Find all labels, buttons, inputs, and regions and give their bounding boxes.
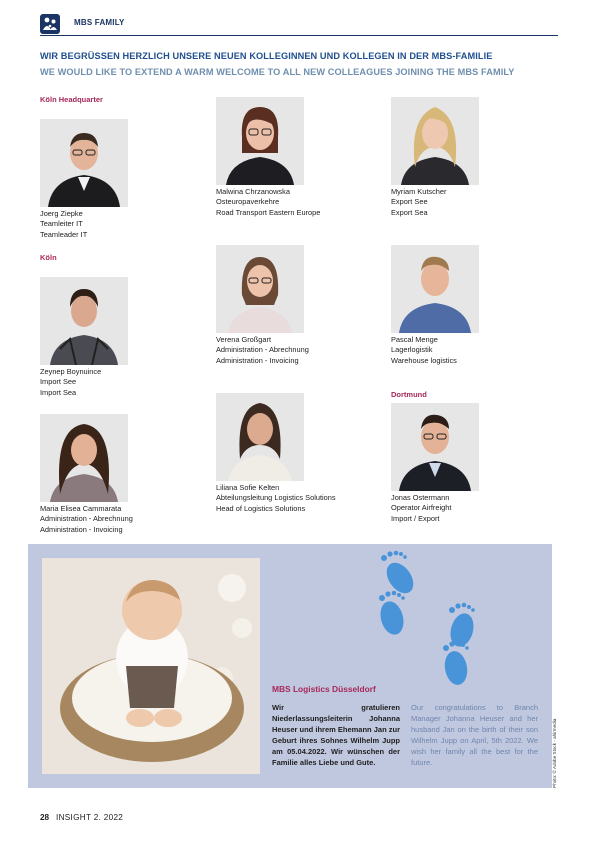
person-name: Verena Großgart <box>216 335 272 344</box>
location-koeln-headquarter: Köln Headquarter <box>40 95 103 104</box>
photo-myriam-kutscher <box>391 97 479 185</box>
person-caption-zeynep-boynuince <box>40 367 101 398</box>
person-role-en: Administration - Invoicing <box>40 524 123 534</box>
photo-joerg-ziepke <box>40 119 128 207</box>
person-caption-malwina-chrzanowska <box>216 187 320 218</box>
person-role-de: Administration - Abrechnung <box>40 514 133 524</box>
photo-maria-elisea-cammarata <box>40 414 128 502</box>
person-role-en: Export Sea <box>391 207 428 217</box>
headline-german: WIR BEGRÜSSEN HERZLICH UNSERE NEUEN KOLLEGINNEN UND KOLLEGEN IN DER MBS-FAMILIE <box>40 51 493 61</box>
person-name: Zeynep Boynuince <box>40 367 102 376</box>
photo-zeynep-boynuince <box>40 277 128 365</box>
person-role-de: Abteilungsleitung Logistics Solutions <box>216 493 336 503</box>
person-role-en: Warehouse logistics <box>391 355 457 365</box>
person-role-de: Export See <box>391 197 428 207</box>
headline-english: WE WOULD LIKE TO EXTEND A WARM WELCOME TO ALL NEW COLLEAGUES JOINING THE MBS FAMILY <box>40 67 515 77</box>
header-divider <box>40 35 558 36</box>
photo-pascal-menge <box>391 245 479 333</box>
person-role-en: Administration - Invoicing <box>216 355 299 365</box>
person-role-de: Administration - Abrechnung <box>216 345 309 355</box>
person-role-en: Road Transport Eastern Europe <box>216 207 321 217</box>
photo-baby <box>42 558 260 774</box>
person-caption-liliana-sofie-kelten <box>216 483 336 514</box>
location-koeln: Köln <box>40 253 57 262</box>
person-role-de: Import See <box>40 377 77 387</box>
person-role-de: Operator Airfreight <box>391 503 452 513</box>
duesseldorf-title: MBS Logistics Düsseldorf <box>272 684 376 694</box>
photo-credit-text: Photo: © Adobe Stock - ahirmedia <box>552 718 557 788</box>
person-name: Pascal Menge <box>391 335 438 344</box>
person-caption-verena-grossgart <box>216 335 309 366</box>
person-caption-jonas-ostermann <box>391 493 451 524</box>
photo-malwina-chrzanowska <box>216 97 304 185</box>
person-caption-pascal-menge <box>391 335 457 366</box>
photo-liliana-sofie-kelten <box>216 393 304 481</box>
person-name: Maria Elisea Cammarata <box>40 504 122 513</box>
page-number: 28 <box>40 813 50 822</box>
person-caption-joerg-ziepke <box>40 209 87 240</box>
section-label: MBS FAMILY <box>74 18 125 27</box>
location-dortmund: Dortmund <box>391 390 427 399</box>
photo-jonas-ostermann <box>391 403 479 491</box>
mbs-family-icon <box>40 14 60 34</box>
person-role-en: Teamleader IT <box>40 229 88 239</box>
person-name: Jonas Ostermann <box>391 493 450 502</box>
person-role-de: Osteuropaverkehre <box>216 197 280 207</box>
person-name: Joerg Ziepke <box>40 209 83 218</box>
photo-credit <box>552 700 566 790</box>
person-role-de: Teamleiter IT <box>40 219 83 229</box>
footprints-icon <box>370 550 498 688</box>
person-role-en: Head of Logistics Solutions <box>216 503 306 513</box>
person-role-en: Import / Export <box>391 513 440 523</box>
photo-verena-grossgart <box>216 245 304 333</box>
person-role-de: Lagerlogistik <box>391 345 433 355</box>
person-role-en: Import Sea <box>40 387 77 397</box>
duesseldorf-text-german: Wir gratulieren Niederlassungsleiterin Johanna Heuser und ihrem Ehemann Jan zur Geburt ihres Sohnes Wilhelm Jupp am 05.04.2022. Wir wünschen der Familie alles Liebe und Gute. <box>272 703 400 767</box>
person-name: Myriam Kutscher <box>391 187 447 196</box>
magazine-issue: INSIGHT 2. 2022 <box>56 813 124 822</box>
person-name: Liliana Sofie Kelten <box>216 483 280 492</box>
person-caption-myriam-kutscher <box>391 187 446 218</box>
person-name: Malwina Chrzanowska <box>216 187 290 196</box>
duesseldorf-text-english: Our congratulations to Branch Manager Johanna Heuser and her husband Jan on the birth of their son Wilhelm Jupp on April, 5th 2022. We wish her family all the best for the future. <box>411 703 538 767</box>
person-caption-maria-elisea-cammarata <box>40 504 133 535</box>
